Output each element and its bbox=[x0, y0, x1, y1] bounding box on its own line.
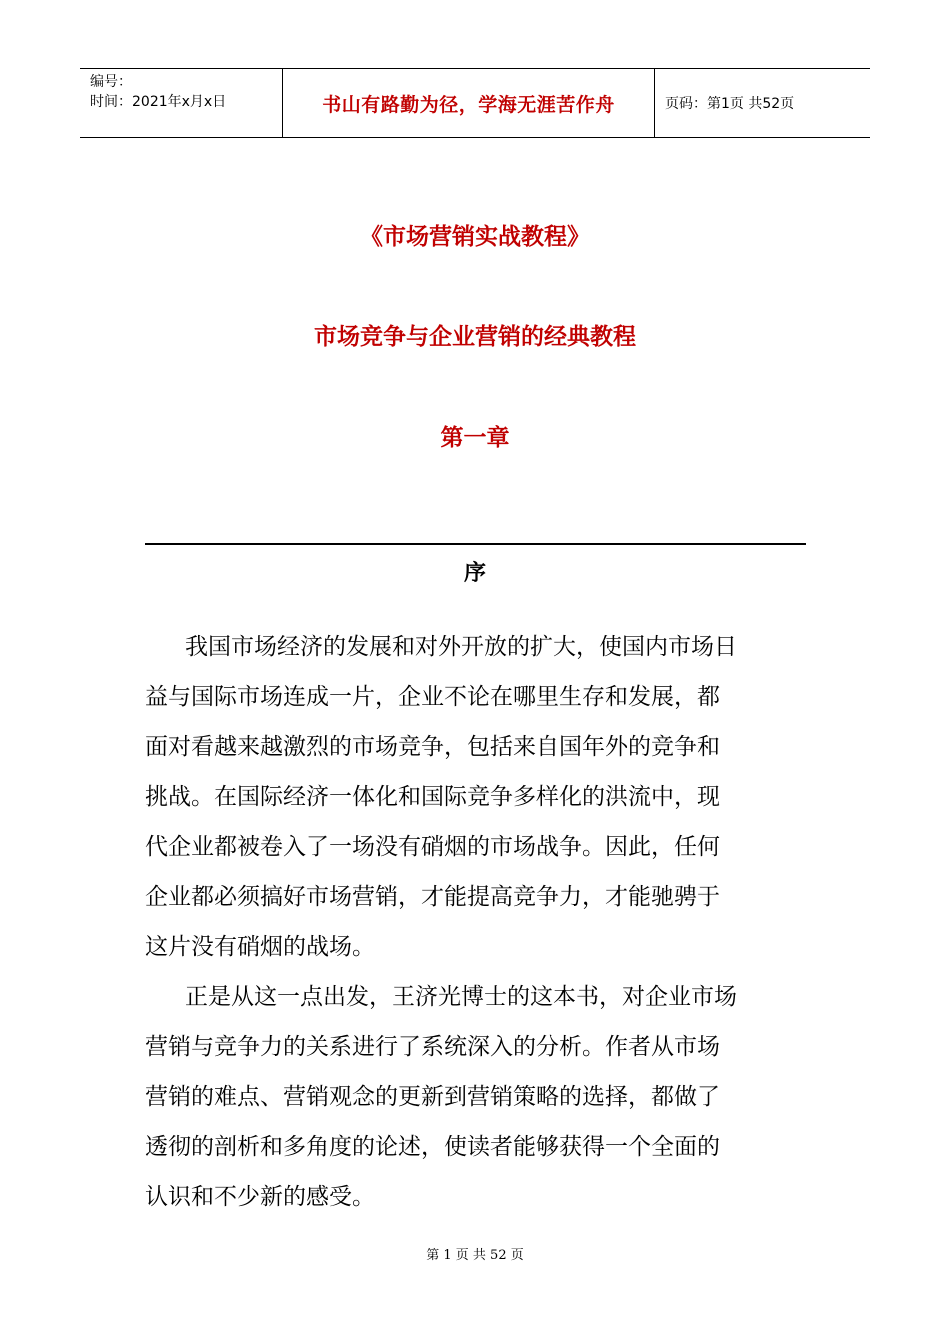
paragraph-line: 我国市场经济的发展和对外开放的扩大，使国内市场日 bbox=[185, 634, 737, 660]
paragraph-line: 代企业都被卷入了一场没有硝烟的市场战争。因此，任何 bbox=[145, 834, 720, 860]
paragraph-line: 挑战。在国际经济一体化和国际竞争多样化的洪流中，现 bbox=[145, 784, 720, 810]
date-label: 时间：2021年x月x日 bbox=[90, 94, 227, 110]
paragraph-line: 面对看越来越激烈的市场竞争，包括来自国年外的竞争和 bbox=[145, 734, 720, 760]
header-motto: 书山有路勤为径，学海无涯苦作舟 bbox=[282, 69, 655, 137]
paragraph-2 bbox=[145, 972, 805, 1222]
section-title: 序 bbox=[463, 560, 486, 586]
paragraph-line: 企业都必须搞好市场营销，才能提高竞争力，才能驰骋于 bbox=[145, 884, 720, 910]
chapter-title: 第一章 bbox=[440, 425, 510, 451]
serial-number-label: 编号： bbox=[90, 74, 132, 90]
paragraph-1 bbox=[145, 622, 805, 972]
paragraph-line: 认识和不少新的感受。 bbox=[145, 1184, 375, 1210]
paragraph-line: 益与国际市场连成一片，企业不论在哪里生存和发展，都 bbox=[145, 684, 720, 710]
paragraph-line: 透彻的剖析和多角度的论述，使读者能够获得一个全面的 bbox=[145, 1134, 720, 1160]
book-subtitle: 市场竞争与企业营销的经典教程 bbox=[314, 324, 636, 350]
paragraph-line: 营销的难点、营销观念的更新到营销策略的选择，都做了 bbox=[145, 1084, 720, 1110]
paragraph-line: 这片没有硝烟的战场。 bbox=[145, 934, 375, 960]
book-title: 《市场营销实战教程》 bbox=[360, 224, 590, 250]
paragraph-line: 正是从这一点出发，王济光博士的这本书，对企业市场 bbox=[185, 984, 737, 1010]
document-header bbox=[80, 68, 870, 138]
section-divider bbox=[145, 543, 806, 545]
header-meta-cell bbox=[80, 69, 282, 137]
header-page-info: 页码：第1页 共52页 bbox=[665, 96, 795, 112]
page-footer: 第 1 页 共 52 页 bbox=[426, 1248, 524, 1263]
paragraph-line: 营销与竞争力的关系进行了系统深入的分析。作者从市场 bbox=[145, 1034, 720, 1060]
